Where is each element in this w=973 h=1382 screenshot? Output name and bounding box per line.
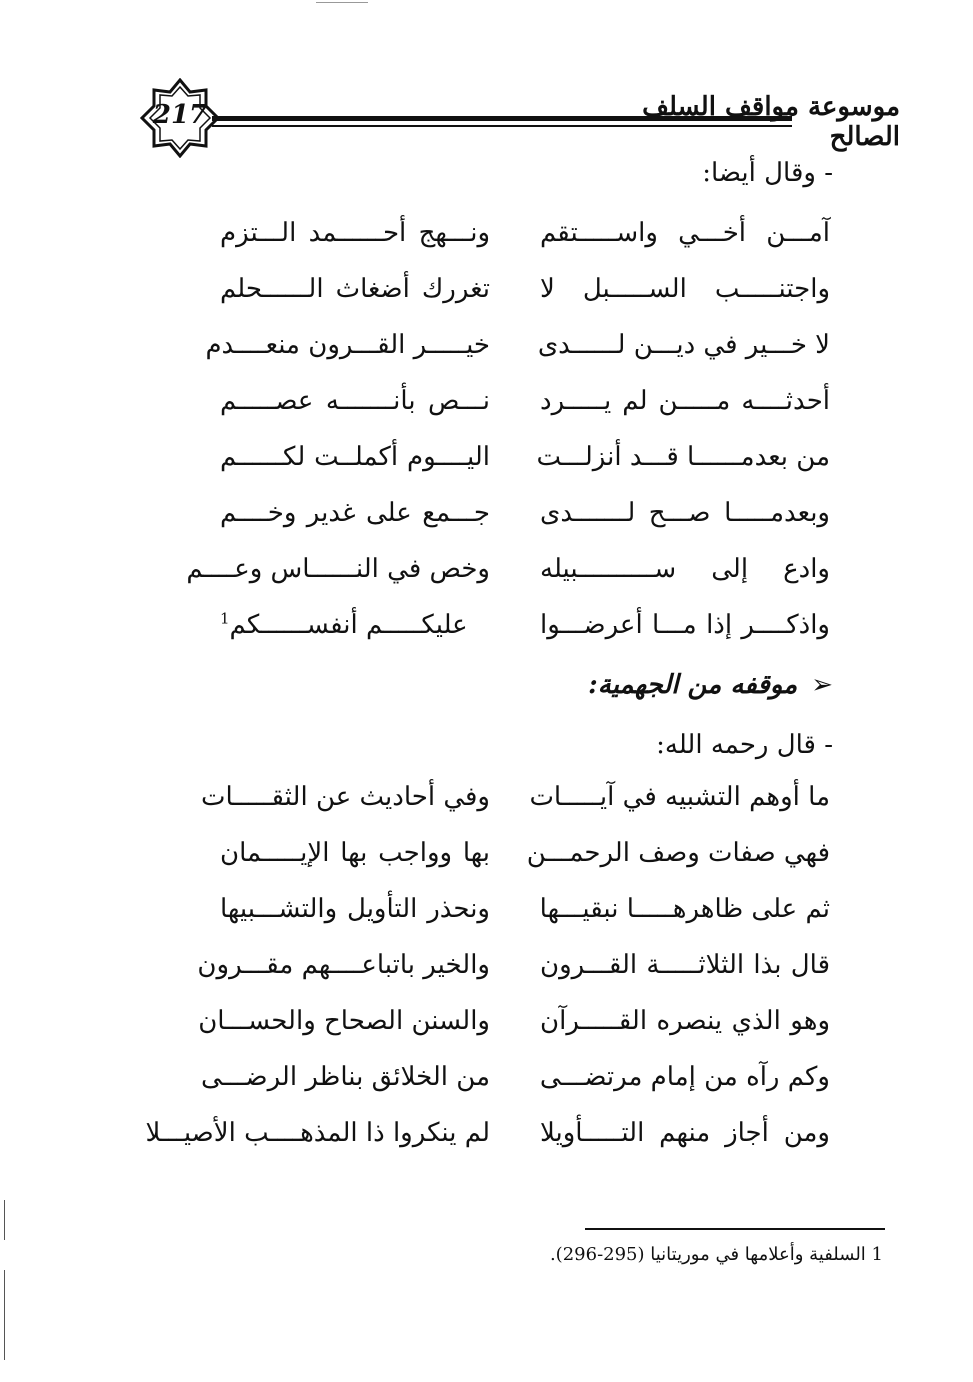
footnote-number: 1 — [871, 1244, 883, 1265]
verse-row — [145, 1118, 830, 1158]
verse-first-hemistich: وبعدمـــــا صـــح لـــــــدى — [540, 498, 830, 528]
verse-row — [197, 950, 830, 990]
top-edge-mark — [316, 2, 368, 3]
verse-second-hemistich: والخير باتباعــــهم مقـــرون — [197, 950, 490, 980]
verse-first-hemistich: آمـــن أخـــي واســـــتقم — [540, 218, 830, 248]
verse-row — [200, 218, 830, 258]
verse-row — [200, 498, 830, 538]
footnote-reference: 1 — [220, 609, 230, 628]
scan-margin-line — [4, 1200, 5, 1240]
verse-first-hemistich: ومن أجاز منهم التـــــأويلا — [540, 1118, 830, 1148]
verse-row — [200, 1062, 830, 1102]
verse-second-hemistich: تغررك أضغاث الــــــحلم — [220, 274, 490, 304]
section-heading — [588, 670, 833, 700]
footnote-text: السلفية وأعلامها في موريتانيا (295-296). — [549, 1244, 866, 1265]
verse-second-hemistich: ونـــهج أحــــــمد الـــتزم — [220, 218, 490, 248]
verse-second-hemistich: بها وواجب بها الإيـــــمان — [220, 838, 490, 868]
verse-text: عليكـــــم أنفســــــكم — [229, 610, 468, 640]
verse-first-hemistich: فهي صفات وصف الرحمـــن — [526, 838, 830, 868]
verse-first-hemistich: وهو الذي ينصره القـــــرآن — [540, 1006, 830, 1036]
verse-first-hemistich: وكم رآه من إمام مرتضـــى — [539, 1062, 830, 1092]
verse-second-hemistich: والسنن الصحاح والحســـان — [198, 1006, 490, 1036]
verse-row — [200, 442, 830, 482]
page-number: 217 — [152, 100, 208, 130]
verse-second-hemistich: نـــص بأنـــــــه عصـــــم — [220, 386, 490, 416]
verse-first-hemistich: أحدثــــه مـــــن لم يـــــرد — [540, 386, 830, 416]
verse-row — [200, 782, 830, 822]
scan-margin-line — [4, 1270, 5, 1360]
verse-row — [200, 894, 830, 934]
arrow-bullet-icon: ➢ — [811, 670, 833, 700]
verse-row — [200, 838, 830, 878]
verse-first-hemistich: قال بذا الثلاثـــــة القـــرون — [540, 950, 830, 980]
verse-second-hemistich: وفي أحاديث عن الثقـــــات — [201, 782, 490, 812]
verse-row — [200, 386, 830, 426]
verse-first-hemistich: من بعدمــــــا قـــد أنزلـــت — [536, 442, 830, 472]
footnote-separator — [585, 1228, 885, 1230]
verse-second-hemistich: ونحذر التأويل والتشـــبيها — [220, 894, 490, 924]
page-number-badge — [140, 78, 220, 158]
verse-second-hemistich — [220, 610, 490, 640]
intro-line-2: - قال رحمه الله: — [656, 730, 833, 760]
page-header — [140, 78, 900, 168]
verse-row — [200, 274, 830, 314]
verse-row — [200, 330, 830, 370]
verse-row — [186, 554, 830, 594]
section-heading-text: موقفه من الجهمية: — [588, 670, 798, 700]
verse-first-hemistich: ما أوهم التشبيه في آيـــــات — [529, 782, 830, 812]
verse-row — [200, 610, 830, 650]
verse-second-hemistich: وخص في النــــــاس وعــــم — [186, 554, 490, 584]
verse-second-hemistich: جـــمع على غدير وخــــم — [220, 498, 490, 528]
verse-first-hemistich: ثم على ظاهرهـــــا نبقيـــها — [539, 894, 830, 924]
verse-second-hemistich: خيـــــر القـــرون منعــــدم — [205, 330, 490, 360]
footnote — [550, 1244, 883, 1265]
verse-second-hemistich: لم ينكروا ذا المذهــــب الأصيـــلا — [145, 1118, 490, 1148]
verse-first-hemistich: لا خـــير في ديـــن لــــــدى — [537, 330, 830, 360]
verse-second-hemistich: اليــــوم أكملــت لكــــــم — [220, 442, 490, 472]
verse-first-hemistich: واذكــــر إذا مـــا أعرضـــوا — [540, 610, 830, 640]
verse-row — [200, 1006, 830, 1046]
book-title: موسوعة مواقف السلف الصالح — [642, 92, 900, 152]
verse-first-hemistich: وادع إلى ســــــــــبيله — [540, 554, 830, 584]
verse-second-hemistich: من الخلائق بناظر الرضـــى — [200, 1062, 490, 1092]
intro-line: - وقال أيضا: — [702, 158, 833, 188]
verse-first-hemistich: واجتنـــــب الســـــبل لا — [540, 274, 830, 304]
